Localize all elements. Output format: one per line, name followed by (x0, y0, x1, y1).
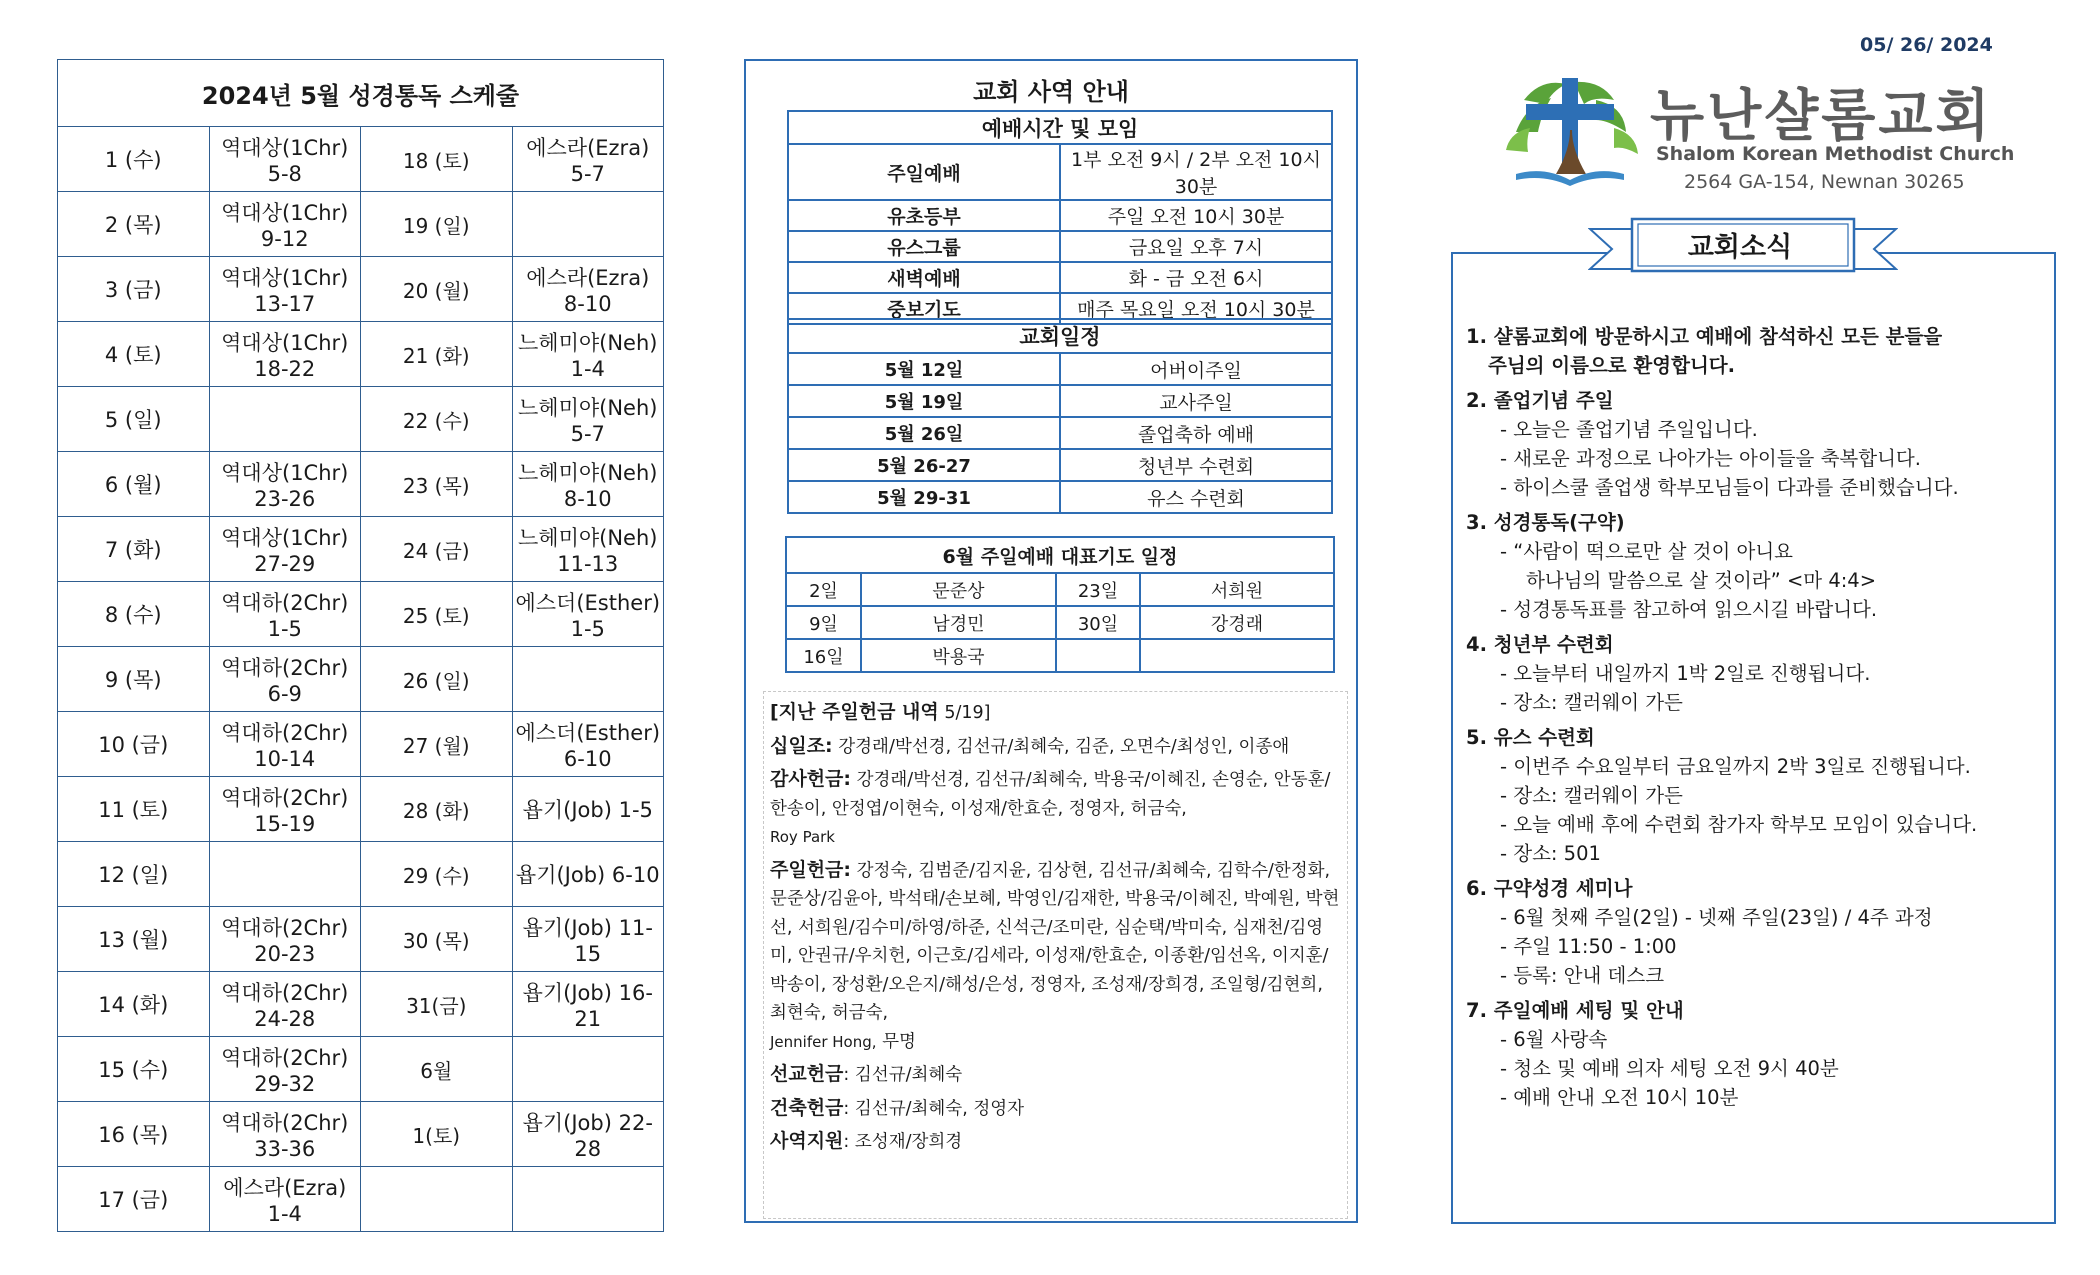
table-row (786, 573, 1334, 606)
news-item (1466, 508, 2051, 624)
schedule-date: 15 (수) (58, 1037, 210, 1102)
offering-mission: 선교헌금: 김선규/최혜숙 (770, 1063, 963, 1085)
table-row (58, 127, 664, 192)
schedule-date: 9 (목) (58, 647, 210, 712)
news-item-detail: - 이번주 수요일부터 금요일까지 2박 3일로 진행됩니다. (1500, 755, 1971, 778)
news-item-detail: - 청소 및 예배 의자 세팅 오전 9시 40분 (1500, 1057, 1839, 1080)
news-item-detail: - 오늘은 졸업기념 주일입니다. (1500, 418, 1758, 441)
prayer-date: 9일 (786, 606, 861, 639)
table-row (58, 322, 664, 387)
prayer-name: 남경민 (861, 606, 1056, 639)
events-label: 5월 12일 (788, 353, 1060, 385)
worship-times-table (787, 110, 1333, 325)
news-title: 교회소식 (1687, 232, 1793, 263)
reading-schedule-table (57, 59, 664, 1232)
schedule-date (361, 1167, 513, 1232)
schedule-date: 7 (화) (58, 517, 210, 582)
news-item-detail: - 성경통독표를 참고하여 읽으시길 바랍니다. (1500, 598, 1878, 621)
worship-value: 주일 오전 10시 30분 (1060, 200, 1332, 231)
events-label: 5월 19일 (788, 385, 1060, 417)
table-row (58, 387, 664, 452)
worship-label: 새벽예배 (788, 262, 1060, 293)
news-item (1466, 630, 2051, 717)
news-item-detail: - 6월 사랑속 (1500, 1028, 1608, 1051)
offering-support: 사역지원: 조성재/장희경 (770, 1130, 963, 1152)
table-row (788, 417, 1332, 449)
news-item-heading: 6. 구약성경 세미나 (1466, 877, 1633, 900)
schedule-reading: 역대하(2Chr) 33-36 (209, 1102, 361, 1167)
schedule-date: 19 (일) (361, 192, 513, 257)
events-table-header: 교회일정 (788, 319, 1332, 353)
schedule-date: 14 (화) (58, 972, 210, 1037)
offering-list (770, 698, 1345, 1161)
table-row (58, 257, 664, 322)
table-row (58, 1167, 664, 1232)
news-item-detail: - 장소: 캘러웨이 가든 (1500, 691, 1683, 714)
schedule-reading: 에스더(Esther) 1-5 (512, 582, 664, 647)
schedule-reading: 역대상(1Chr) 9-12 (209, 192, 361, 257)
schedule-reading: 욥기(Job) 16-21 (512, 972, 664, 1037)
cross-tree-book-logo-icon (1496, 70, 1646, 200)
table-row (58, 1102, 664, 1167)
events-value: 졸업축하 예배 (1060, 417, 1332, 449)
schedule-date: 3 (금) (58, 257, 210, 322)
schedule-reading: 역대상(1Chr) 18-22 (209, 322, 361, 387)
worship-label: 중보기도 (788, 293, 1060, 324)
schedule-date: 18 (토) (361, 127, 513, 192)
worship-value: 화 - 금 오전 6시 (1060, 262, 1332, 293)
schedule-date: 2 (목) (58, 192, 210, 257)
schedule-reading: 역대상(1Chr) 13-17 (209, 257, 361, 322)
events-value: 교사주일 (1060, 385, 1332, 417)
prayer-name: 문준상 (861, 573, 1056, 606)
worship-value: 1부 오전 9시 / 2부 오전 10시 30분 (1060, 144, 1332, 200)
events-value: 유스 수련회 (1060, 481, 1332, 513)
news-item-heading: 1. 샬롬교회에 방문하시고 예배에 참석하신 모든 분들을 (1466, 325, 1943, 348)
schedule-reading: 욥기(Job) 1-5 (512, 777, 664, 842)
schedule-date: 6 (월) (58, 452, 210, 517)
worship-value: 금요일 오후 7시 (1060, 231, 1332, 262)
schedule-reading: 역대상(1Chr) 27-29 (209, 517, 361, 582)
news-item-detail: - 6월 첫째 주일(2일) - 넷째 주일(23일) / 4주 과정 (1500, 906, 1933, 929)
table-row (788, 262, 1332, 293)
schedule-reading: 역대하(2Chr) 1-5 (209, 582, 361, 647)
table-row (788, 231, 1332, 262)
schedule-reading: 욥기(Job) 11-15 (512, 907, 664, 972)
prayer-schedule-table (785, 536, 1335, 673)
news-item-detail: - 오늘부터 내일까지 1박 2일로 진행됩니다. (1500, 662, 1871, 685)
church-name-english: Shalom Korean Methodist Church (1656, 143, 2015, 165)
news-item-detail: - 새로운 과정으로 나아가는 아이들을 축복합니다. (1500, 447, 1921, 470)
prayer-table-header: 6월 주일예배 대표기도 일정 (786, 537, 1334, 573)
table-row (788, 481, 1332, 513)
schedule-date: 4 (토) (58, 322, 210, 387)
schedule-reading: 에스라(Ezra) 1-4 (209, 1167, 361, 1232)
schedule-reading: 느헤미야(Neh) 8-10 (512, 452, 664, 517)
news-item (1466, 723, 2051, 868)
news-list (1466, 322, 2051, 1118)
ministry-title: 교회 사역 안내 (973, 78, 1129, 106)
news-item (1466, 386, 2051, 502)
news-item (1466, 874, 2051, 990)
news-item-detail: 하나님의 말씀으로 살 것이라” <마 4:4> (1526, 569, 1877, 592)
offering-building: 건축헌금: 김선규/최혜숙, 정영자 (770, 1096, 1025, 1119)
table-row (786, 639, 1334, 672)
schedule-date: 23 (목) (361, 452, 513, 517)
news-item (1466, 322, 2051, 380)
table-row (58, 517, 664, 582)
schedule-date: 6월 (361, 1037, 513, 1102)
church-address: 2564 GA-154, Newnan 30265 (1684, 171, 1965, 193)
offering-tithe: 십일조: 강경래/박선경, 김선규/최혜숙, 김준, 오면수/최성인, 이종애 (770, 734, 1290, 757)
schedule-reading: 역대하(2Chr) 29-32 (209, 1037, 361, 1102)
schedule-title: 2024년 5월 성경통독 스케줄 (58, 60, 664, 127)
table-row (58, 842, 664, 907)
schedule-reading: 역대하(2Chr) 15-19 (209, 777, 361, 842)
news-item-heading: 2. 졸업기념 주일 (1466, 389, 1614, 412)
prayer-name: 박용국 (861, 639, 1056, 672)
schedule-reading: 역대상(1Chr) 23-26 (209, 452, 361, 517)
news-item-detail: - 예배 안내 오전 10시 10분 (1500, 1086, 1739, 1109)
table-row (788, 449, 1332, 481)
church-name: 뉴난샬롬교회 (1650, 84, 1993, 149)
schedule-reading: 느헤미야(Neh) 5-7 (512, 387, 664, 452)
schedule-reading: 역대하(2Chr) 24-28 (209, 972, 361, 1037)
schedule-reading: 역대하(2Chr) 6-9 (209, 647, 361, 712)
schedule-date: 5 (일) (58, 387, 210, 452)
table-row (788, 200, 1332, 231)
table-row (58, 712, 664, 777)
table-row (788, 353, 1332, 385)
schedule-date: 13 (월) (58, 907, 210, 972)
schedule-reading: 느헤미야(Neh) 11-13 (512, 517, 664, 582)
schedule-reading: 역대하(2Chr) 10-14 (209, 712, 361, 777)
schedule-date: 22 (수) (361, 387, 513, 452)
news-item-detail: - 주일 11:50 - 1:00 (1500, 935, 1677, 958)
schedule-reading: 느헤미야(Neh) 1-4 (512, 322, 664, 387)
bulletin-date: 05/ 26/ 2024 (1860, 34, 1993, 56)
prayer-date: 2일 (786, 573, 861, 606)
table-row (58, 907, 664, 972)
schedule-reading: 에스더(Esther) 6-10 (512, 712, 664, 777)
events-value: 어버이주일 (1060, 353, 1332, 385)
schedule-date: 26 (일) (361, 647, 513, 712)
news-item-detail: - “사람이 떡으로만 살 것이 아니요 (1500, 540, 1794, 563)
schedule-reading: 에스라(Ezra) 8-10 (512, 257, 664, 322)
schedule-date: 25 (토) (361, 582, 513, 647)
schedule-body (58, 127, 664, 1232)
schedule-date: 11 (토) (58, 777, 210, 842)
table-row (58, 1037, 664, 1102)
schedule-date: 29 (수) (361, 842, 513, 907)
worship-label: 유스그룹 (788, 231, 1060, 262)
offering-sunday: 주일헌금: 강정숙, 김범준/김지윤, 김상현, 김선규/최혜숙, 김학수/한정화, 문준상/김윤아, 박석태/손보혜, 박영인/김재한, 박용국/이혜진, 박예원, 박현선, 서희원/김수미/하영/하준, 신석근/조미란, 심순택/박미숙, 심재천/김영미, 안권규/우치헌, 이근호/김세라, 이성재/한효순, 이종환/임선옥, 이지훈/박송이, 장성환/오은지/해성/은성, 정영자, 조성재/장희경, 조일형/김현희, 최현숙, 허금숙, Jennifer Hong, 무명 (770, 858, 1340, 1052)
prayer-name (1140, 639, 1334, 672)
events-value: 청년부 수련회 (1060, 449, 1332, 481)
news-item-detail: - 장소: 501 (1500, 842, 1601, 865)
schedule-date: 12 (일) (58, 842, 210, 907)
schedule-date: 16 (목) (58, 1102, 210, 1167)
news-item-heading: 주님의 이름으로 환영합니다. (1488, 354, 1736, 377)
offering-title: [지난 주일헌금 내역 5/19] (770, 701, 991, 723)
table-row (58, 647, 664, 712)
worship-table-header: 예배시간 및 모임 (788, 111, 1332, 144)
schedule-date: 30 (목) (361, 907, 513, 972)
church-events-table (787, 318, 1333, 514)
events-label: 5월 29-31 (788, 481, 1060, 513)
schedule-date: 21 (화) (361, 322, 513, 387)
prayer-date: 23일 (1056, 573, 1140, 606)
schedule-date: 20 (월) (361, 257, 513, 322)
prayer-name: 강경래 (1140, 606, 1334, 639)
schedule-reading (512, 1037, 664, 1102)
news-item-detail: - 등록: 안내 데스크 (1500, 964, 1665, 987)
schedule-reading: 에스라(Ezra) 5-7 (512, 127, 664, 192)
schedule-reading (209, 387, 361, 452)
worship-value: 매주 목요일 오전 10시 30분 (1060, 293, 1332, 324)
worship-label: 주일예배 (788, 144, 1060, 200)
prayer-name: 서희원 (1140, 573, 1334, 606)
events-label: 5월 26일 (788, 417, 1060, 449)
table-row (58, 972, 664, 1037)
table-row (786, 606, 1334, 639)
news-item-heading: 5. 유스 수련회 (1466, 726, 1595, 749)
schedule-reading: 역대하(2Chr) 20-23 (209, 907, 361, 972)
schedule-reading (512, 647, 664, 712)
table-row (58, 452, 664, 517)
news-item-heading: 7. 주일예배 세팅 및 안내 (1466, 999, 1684, 1022)
schedule-reading (209, 842, 361, 907)
table-row (788, 144, 1332, 200)
schedule-date: 10 (금) (58, 712, 210, 777)
table-row (788, 385, 1332, 417)
schedule-date: 24 (금) (361, 517, 513, 582)
news-item-detail: - 하이스쿨 졸업생 학부모님들이 다과를 준비했습니다. (1500, 476, 1959, 499)
schedule-reading (512, 192, 664, 257)
schedule-reading (512, 1167, 664, 1232)
table-row (58, 777, 664, 842)
schedule-date: 8 (수) (58, 582, 210, 647)
schedule-date: 17 (금) (58, 1167, 210, 1232)
news-item-heading: 4. 청년부 수련회 (1466, 633, 1614, 656)
worship-label: 유초등부 (788, 200, 1060, 231)
events-label: 5월 26-27 (788, 449, 1060, 481)
schedule-date: 28 (화) (361, 777, 513, 842)
schedule-reading: 욥기(Job) 6-10 (512, 842, 664, 907)
news-item-detail: - 장소: 캘러웨이 가든 (1500, 784, 1683, 807)
schedule-date: 1(토) (361, 1102, 513, 1167)
news-item-heading: 3. 성경통독(구약) (1466, 511, 1625, 534)
news-item (1466, 996, 2051, 1112)
prayer-date: 16일 (786, 639, 861, 672)
table-row (58, 192, 664, 257)
prayer-date: 30일 (1056, 606, 1140, 639)
offering-thanks: 감사헌금: 강경래/박선경, 김선규/최혜숙, 박용국/이혜진, 손영순, 안동훈/한송이, 안정엽/이현숙, 이성재/한효순, 정영자, 허금숙, Roy Park (770, 768, 1331, 846)
schedule-reading: 역대상(1Chr) 5-8 (209, 127, 361, 192)
schedule-date: 27 (월) (361, 712, 513, 777)
table-row (58, 582, 664, 647)
schedule-date: 31(금) (361, 972, 513, 1037)
schedule-reading: 욥기(Job) 22-28 (512, 1102, 664, 1167)
prayer-date (1056, 639, 1140, 672)
news-item-detail: - 오늘 예배 후에 수련회 참가자 학부모 모임이 있습니다. (1500, 813, 1978, 836)
schedule-date: 1 (수) (58, 127, 210, 192)
